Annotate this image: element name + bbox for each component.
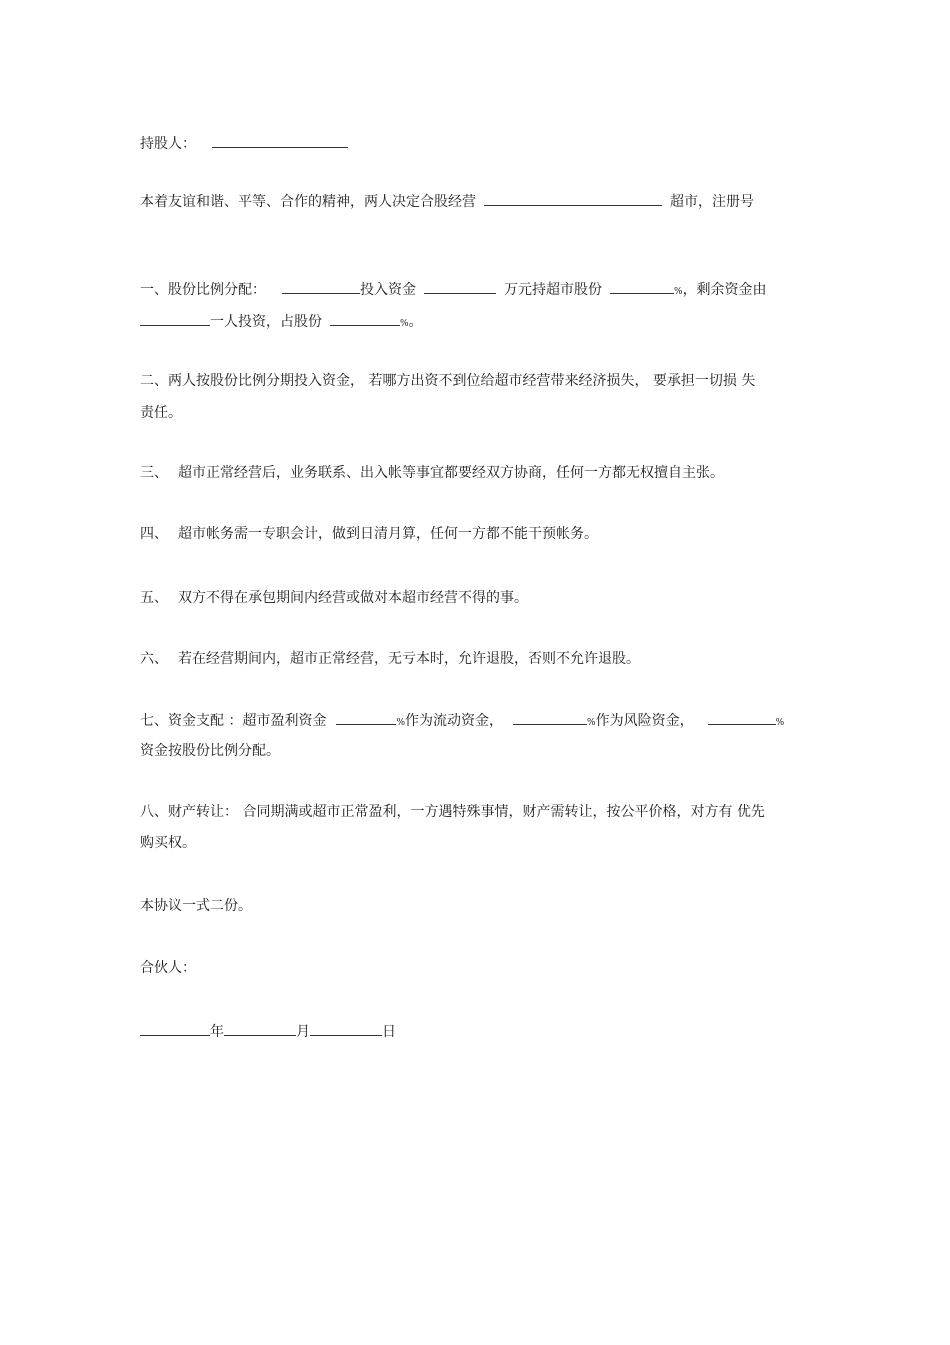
clause8-line2: 购买权。 [140,835,196,851]
clause1-end: 。 [408,314,423,330]
clause7-risk: 作为风险资金， [595,713,694,729]
intro-line [140,192,754,211]
clause1-amount-blank [424,280,496,294]
clause1-invest: 投入资金 [360,282,416,298]
clause4-text: 超市帐务需一专职会计，做到日清月算，任何一方都不能干预帐务。 [178,526,598,542]
day-blank [310,1022,382,1036]
month-blank [224,1022,296,1036]
clause3-text: 超市正常经营后，业务联系、出入帐等事宜都要经双方协商，任何一方都无权擅自主张。 [178,465,724,481]
holder-blank [212,134,348,148]
clause1-name-blank [282,280,360,294]
clause7-pct-c: % [775,718,785,728]
clause7-line2: 资金按股份比例分配。 [140,743,280,759]
clause6-num: 六、 [140,651,168,667]
clause1-line1 [140,280,767,301]
month-label: 月 [296,1024,310,1040]
clause7-share-blank [708,711,776,725]
clause5-num: 五、 [140,590,168,606]
clause6-text: 若在经营期间内，超市正常经营，无亏本时，允许退股，否则不允许退股。 [178,651,640,667]
clause8-line1: 八、财产转让： 合同期满或超市正常盈利，一方遇特殊事情，财产需转让，按公平价格，对方有 优先 [140,804,765,820]
clause6-line [140,650,640,668]
clause1-one-person: 一人投资，占股份 [210,314,322,330]
clause5-line [140,589,528,607]
clause3-line [140,464,724,482]
clause2-line2: 责任。 [140,405,182,421]
clause7-flow-blank [336,711,396,725]
year-label: 年 [210,1024,224,1040]
clause1-pct: % [674,287,683,297]
clause1-person-blank [140,312,210,326]
date-line [140,1022,396,1041]
clause1-share2-blank [330,312,400,326]
clause7-pct-a: % [396,718,406,728]
clause1-label: 一、股份比例分配： [140,282,266,298]
clause7-pct-b: % [587,718,596,728]
copies-line: 本协议一式二份。 [140,898,252,914]
clause2-line1: 二、两人按股份比例分期投入资金， 若哪方出资不到位给超市经营带来经济损失， 要承担一切损 失 [140,373,756,389]
clause1-line2 [140,312,423,333]
holder-line [140,134,348,153]
day-label: 日 [382,1024,396,1040]
clause4-num: 四、 [140,526,168,542]
clause5-text: 双方不得在承包期间内经营或做对本超市经营不得的事。 [178,590,528,606]
clause1-remaining: ，剩余资金由 [682,282,767,298]
intro-text-after: 超市，注册号 [670,194,754,210]
intro-text-before: 本着友谊和谐、平等、合作的精神，两人决定合股经营 [140,194,476,210]
clause7-line1 [140,711,784,732]
supermarket-name-blank [484,192,662,206]
clause7-risk-blank [513,711,587,725]
clause1-pct2: % [400,319,409,329]
clause7-label: 七、资金支配 ：超市盈利资金 [140,713,327,729]
clause7-flow: 作为流动资金， [405,713,504,729]
partner-line: 合伙人： [140,960,196,976]
holder-label: 持股人： [140,136,196,152]
clause4-line [140,525,598,543]
clause3-num: 三、 [140,465,168,481]
clause1-wan: 万元持超市股份 [504,282,602,298]
year-blank [140,1022,210,1036]
clause1-share-blank [610,280,674,294]
